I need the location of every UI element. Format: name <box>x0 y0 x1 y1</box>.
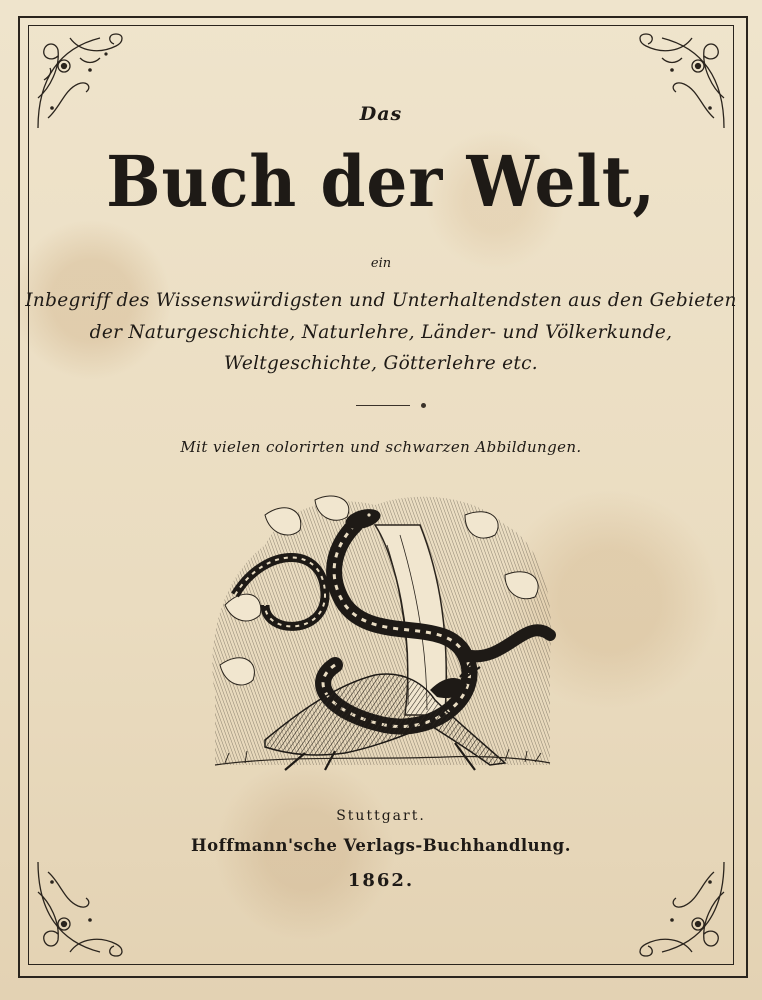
connector-word: ein <box>370 256 392 271</box>
subtitle-line-3: Weltgeschichte, Götterlehre etc. <box>224 353 538 374</box>
publication-year: 1862. <box>347 870 415 891</box>
main-title: Buch der Welt, <box>106 140 656 223</box>
snake-and-deer-engraving <box>205 485 560 775</box>
divider-dot <box>421 403 426 408</box>
publisher-name: Hoffmann'sche Verlags-Buchhandlung. <box>191 836 571 855</box>
subtitle-line-1: Inbegriff des Wissenswürdigsten und Unterhaltendsten aus den Gebieten <box>25 290 737 311</box>
illustration-note: Mit vielen colorirten und schwarzen Abbildungen. <box>180 438 582 456</box>
subtitle-line-2: der Naturgeschichte, Naturlehre, Länder- und Völkerkunde, <box>89 322 673 343</box>
corner-ornament-bottom-right-icon <box>622 852 732 962</box>
corner-ornament-bottom-left-icon <box>30 852 140 962</box>
pre-title: Das <box>359 103 403 125</box>
publication-city: Stuttgart. <box>336 808 426 824</box>
divider-rule <box>356 405 410 406</box>
